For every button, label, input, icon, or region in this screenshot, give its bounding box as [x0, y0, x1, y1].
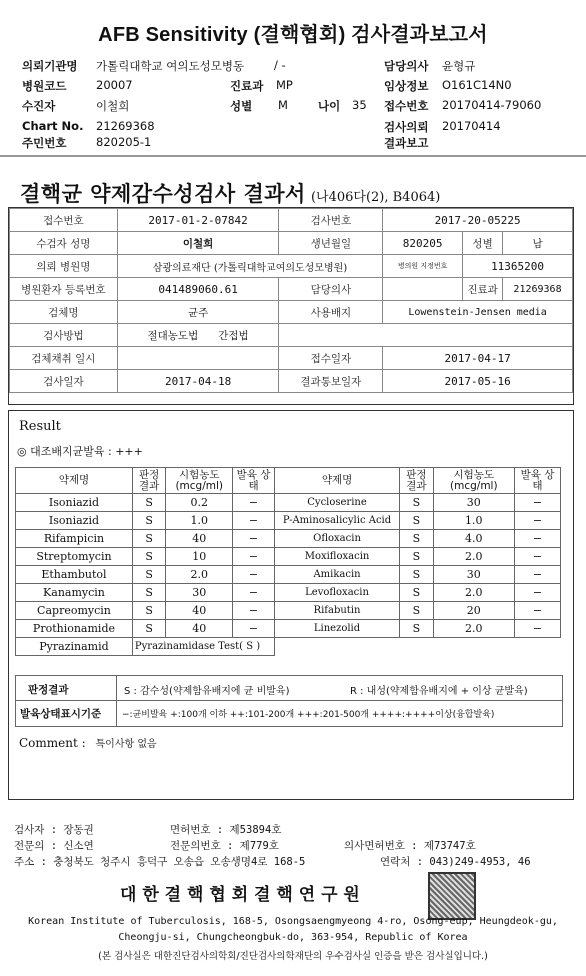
growth-line [17, 443, 143, 459]
cell-judge: S [132, 512, 165, 530]
report-code: (나406다(2), B4064) [310, 190, 441, 205]
cell-value: 2017-04-18 [117, 370, 279, 393]
label-receipt: 접수번호 [384, 99, 429, 113]
cell-drug: Capreomycin [16, 602, 133, 620]
footer-license: 면허번호 : 제53894호 [170, 824, 282, 836]
cell-judge: S [400, 620, 433, 638]
cell-judge: S [132, 620, 165, 638]
cell-value [117, 347, 279, 370]
cell-growth: − [233, 602, 275, 620]
cell-conc: 1.0 [433, 512, 514, 530]
growth-label: ◎ 대조배지균발육 : [17, 445, 112, 458]
cell-growth: − [515, 620, 561, 638]
footer-eng2: Cheongju-si, Chungcheongbuk-do, 363-954, Republic of Korea [118, 932, 468, 943]
comment-text: 특이사항 없음 [95, 739, 157, 750]
footer-address: 주소 : 충청북도 청주시 흥덕구 오송읍 오송생명4로 168-5 [14, 856, 306, 868]
info-table [9, 208, 573, 393]
label-clinical: 임상정보 [384, 79, 429, 93]
seal-stamp [428, 872, 476, 920]
cell-growth: − [515, 494, 561, 512]
cell-value: 2017-05-16 [383, 370, 573, 393]
label-institution: 의뢰기관명 [22, 59, 78, 73]
cell-value: 2017-01-2-07842 [117, 209, 279, 232]
growth-value: +++ [115, 445, 143, 458]
value-dept-blank: / - [274, 58, 286, 72]
method-indirect: 간접법 [218, 329, 249, 342]
cell-growth: − [515, 584, 561, 602]
cell-label: 검체채취 일시 [10, 347, 118, 370]
col-judge: 판정 결과 [400, 468, 433, 494]
cell-drug: Streptomycin [16, 548, 133, 566]
cell-judge: S [400, 548, 433, 566]
label-dept: 진료과 [230, 79, 264, 93]
cell-judge: S [132, 494, 165, 512]
cell-value: 21269368 [503, 278, 573, 301]
cell-conc: 20 [433, 602, 514, 620]
table-row [16, 620, 561, 638]
cell-conc: 4.0 [433, 530, 514, 548]
result-table [15, 467, 561, 656]
divider [0, 155, 586, 157]
result-title: Result [19, 419, 61, 434]
cell-drug: Amikacin [274, 566, 399, 584]
value-patient: 이철희 [96, 99, 130, 113]
cell-judge: S [132, 566, 165, 584]
table-row [16, 548, 561, 566]
cell-growth: − [515, 548, 561, 566]
cell-label: 담당의사 [279, 278, 383, 301]
legend-box [15, 675, 563, 727]
cell-drug: Isoniazid [16, 512, 133, 530]
cell-value [117, 324, 279, 347]
value-receipt: 20170414-79060 [442, 98, 542, 112]
cell-growth: − [515, 602, 561, 620]
col-drug: 약제명 [16, 468, 133, 494]
cell-growth: − [233, 494, 275, 512]
cell-growth: − [515, 530, 561, 548]
label-request: 검사의뢰 [384, 120, 429, 134]
footer-tester: 검사자 : 장동권 [14, 824, 94, 836]
cell-judge: S [132, 602, 165, 620]
cell-judge: S [400, 512, 433, 530]
cell-drug: Moxifloxacin [274, 548, 399, 566]
cell-empty [274, 638, 560, 656]
label-age: 나이 [318, 99, 341, 113]
cell-growth: − [233, 512, 275, 530]
comment [19, 735, 157, 750]
cell-judge: S [132, 530, 165, 548]
method-absolute: 절대농도법 [147, 329, 199, 342]
value-age: 35 [352, 98, 367, 112]
cell-growth: − [233, 530, 275, 548]
table-row [16, 566, 561, 584]
footer-expert: 전문의 : 신소연 [14, 840, 94, 852]
cell-conc: 30 [433, 494, 514, 512]
cell-conc: 1.0 [166, 512, 233, 530]
cell-judge: S [400, 584, 433, 602]
legend-growth-text: −:균비발육 +:100개 이하 ++:101-200개 +++:201-500개 ++++:++++이상(융합발육) [122, 710, 495, 720]
footer-phone: 연락처 : 043)249-4953, 46 [380, 856, 531, 868]
cell-label: 병원환자 등록번호 [10, 278, 118, 301]
footer-expert-no: 전문의번호 : 제779호 [170, 840, 279, 852]
cell-drug: Linezolid [274, 620, 399, 638]
cell-drug: P-Aminosalicylic Acid [274, 512, 399, 530]
cell-value: Lowenstein-Jensen media [383, 301, 573, 324]
value-doctor: 윤형규 [442, 59, 476, 73]
value-institution: 가톨릭대학교 여의도성모병동 [96, 59, 245, 73]
cell-label: 수검자 성명 [10, 232, 118, 255]
cell-label: 검체명 [10, 301, 118, 324]
cell-conc: 30 [433, 566, 514, 584]
cell-conc: 30 [166, 584, 233, 602]
cell-drug: Levofloxacin [274, 584, 399, 602]
table-row [16, 494, 561, 512]
legend-growth-label: 발육상태표시기준 [20, 708, 102, 720]
pza-drug: Pyrazinamid [16, 638, 133, 656]
cell-growth: − [233, 566, 275, 584]
institute-name: 대 한 결 핵 협 회 결 핵 연 구 원 [120, 885, 360, 905]
pza-value: Pyrazinamidase Test( S ) [132, 638, 274, 656]
cell-label: 검사번호 [279, 209, 383, 232]
cell-growth: − [233, 584, 275, 602]
cell-value: 이철희 [117, 232, 279, 255]
info-frame [8, 207, 574, 405]
legend-judge-label: 판정결과 [28, 684, 69, 696]
cell-drug: Ofloxacin [274, 530, 399, 548]
table-row [16, 530, 561, 548]
cell-drug: Ethambutol [16, 566, 133, 584]
label-ssn: 주민번호 [22, 136, 67, 150]
cell-empty [279, 324, 573, 347]
cell-value: 균주 [117, 301, 279, 324]
value-clinical: O161C14N0 [442, 78, 512, 92]
table-row [16, 512, 561, 530]
cell-conc: 2.0 [166, 566, 233, 584]
legend-divider [116, 676, 117, 726]
legend-judge-s: S : 감수성(약제함유배지에 균 비발육) [124, 686, 290, 697]
cell-growth: − [515, 512, 561, 530]
result-rows [16, 494, 561, 638]
value-hospital-code: 20007 [96, 78, 133, 92]
cell-value: 11365200 [463, 255, 573, 278]
cell-value: 820205 [383, 232, 463, 255]
cell-value: 2017-04-17 [383, 347, 573, 370]
cell-drug: Isoniazid [16, 494, 133, 512]
cell-conc: 40 [166, 620, 233, 638]
cell-label: 의뢰 병원명 [10, 255, 118, 278]
cell-value: 남 [503, 232, 573, 255]
col-conc: 시험농도 (mcg/ml) [166, 468, 233, 494]
cell-label: 검사방법 [10, 324, 118, 347]
cell-conc: 40 [166, 530, 233, 548]
cell-label: 결과통보일자 [279, 370, 383, 393]
report-title [20, 178, 440, 208]
table-row [16, 602, 561, 620]
cell-drug: Rifampicin [16, 530, 133, 548]
col-drug: 약제명 [274, 468, 399, 494]
value-ssn: 820205-1 [96, 135, 152, 149]
label-sex: 성별 [230, 99, 253, 113]
cell-growth: − [233, 620, 275, 638]
cell-value: 삼광의료재단 (가톨릭대학교여의도성모병원) [117, 255, 383, 278]
cell-value: 2017-20-05225 [383, 209, 573, 232]
result-frame [8, 410, 574, 800]
cell-judge: S [132, 584, 165, 602]
cell-label: 병의원 지정번호 [383, 255, 463, 278]
cell-judge: S [132, 548, 165, 566]
cell-drug: Rifabutin [274, 602, 399, 620]
label-patient: 수진자 [22, 99, 56, 113]
col-growth: 발육 상태 [233, 468, 275, 494]
report-title-text: 결핵균 약제감수성검사 결과서 [20, 181, 306, 206]
cell-judge: S [400, 530, 433, 548]
cell-conc: 40 [166, 602, 233, 620]
cell-label: 접수번호 [10, 209, 118, 232]
cell-value [383, 278, 463, 301]
value-chart: 21269368 [96, 119, 155, 133]
footer-note: (본 검사실은 대한진단검사의학회/진단검사의학재단의 우수검사실 인증을 받은 검사실입니다.) [98, 951, 488, 962]
comment-label: Comment : [19, 736, 86, 750]
cell-label: 생년월일 [279, 232, 383, 255]
label-hospital-code: 병원코드 [22, 79, 67, 93]
legend-divider [16, 700, 562, 701]
cell-growth: − [515, 566, 561, 584]
label-chart: Chart No. [22, 119, 84, 133]
cell-growth: − [233, 548, 275, 566]
cell-conc: 0.2 [166, 494, 233, 512]
cell-label: 사용배지 [279, 301, 383, 324]
cell-label: 진료과 [463, 278, 503, 301]
cell-drug: Cycloserine [274, 494, 399, 512]
cell-conc: 2.0 [433, 584, 514, 602]
cell-conc: 2.0 [433, 548, 514, 566]
value-sex: M [278, 98, 288, 112]
col-conc: 시험농도 (mcg/ml) [433, 468, 514, 494]
cell-drug: Kanamycin [16, 584, 133, 602]
legend-judge-r: R : 내성(약제함유배지에 + 이상 균발육) [350, 686, 528, 697]
cell-drug: Prothionamide [16, 620, 133, 638]
cell-value: 041489060.61 [117, 278, 279, 301]
footer-eng1: Korean Institute of Tuberculosis, 168-5, Osongsaengmyeong 4-ro, Osong-eup, Heungdeok-gu, [28, 916, 558, 927]
col-judge: 판정 결과 [132, 468, 165, 494]
cell-judge: S [400, 566, 433, 584]
cell-conc: 10 [166, 548, 233, 566]
table-row [16, 584, 561, 602]
label-report: 결과보고 [384, 136, 429, 150]
value-dept: MP [276, 78, 293, 92]
value-request: 20170414 [442, 119, 501, 133]
cell-label: 검사일자 [10, 370, 118, 393]
footer-doctor-license: 의사면허번호 : 제73747호 [344, 840, 476, 852]
cell-judge: S [400, 602, 433, 620]
cell-judge: S [400, 494, 433, 512]
col-growth: 발육 상태 [515, 468, 561, 494]
label-doctor: 담당의사 [384, 59, 429, 73]
cell-conc: 2.0 [433, 620, 514, 638]
cell-label: 성별 [463, 232, 503, 255]
cell-label: 접수일자 [279, 347, 383, 370]
page-title: AFB Sensitivity (결핵협회) 검사결과보고서 [98, 24, 488, 46]
